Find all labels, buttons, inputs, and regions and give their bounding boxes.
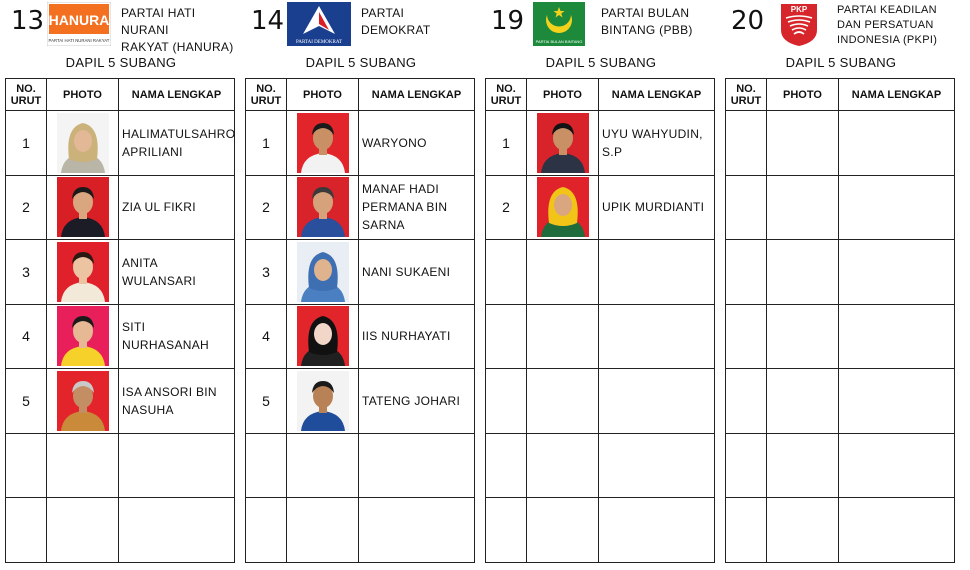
candidate-photo [57, 371, 109, 431]
table-row [486, 498, 715, 563]
candidate-name: ZIA UL FIKRI [119, 175, 235, 240]
candidate-photo [57, 177, 109, 237]
logo-subtext: PARTAI HATI NURANI RAKYAT [48, 38, 110, 43]
logo-text: HANURA [48, 12, 110, 28]
candidate-name [599, 304, 715, 369]
candidate-number [486, 498, 527, 563]
candidate-photo [537, 177, 589, 237]
header-no-urut: NO. URUT [726, 79, 767, 111]
candidate-photo-cell [287, 369, 359, 434]
candidate-name: HALIMATULSAHRO APRILIANI [119, 111, 235, 176]
candidate-photo-cell [767, 240, 839, 305]
party-number: 20 [731, 6, 765, 36]
candidate-photo [297, 177, 349, 237]
candidate-table [245, 78, 475, 563]
party-number: 14 [251, 6, 285, 36]
table-header-row [246, 79, 475, 111]
candidate-number [726, 498, 767, 563]
candidate-name [599, 369, 715, 434]
candidate-photo [57, 242, 109, 302]
party-number: 13 [11, 6, 45, 36]
header-photo: PHOTO [287, 79, 359, 111]
candidate-photo-cell [527, 240, 599, 305]
candidate-number [726, 304, 767, 369]
candidate-photo-cell [767, 369, 839, 434]
party-column [485, 0, 717, 570]
candidate-photo [297, 113, 349, 173]
candidate-photo [297, 306, 349, 366]
table-row [246, 175, 475, 240]
candidate-name: WARYONO [359, 111, 475, 176]
candidate-photo-cell [767, 433, 839, 498]
candidate-photo-cell [47, 498, 119, 563]
candidate-name [119, 433, 235, 498]
party-column [5, 0, 237, 570]
table-row [486, 304, 715, 369]
candidate-photo-cell [527, 369, 599, 434]
candidate-number: 4 [6, 304, 47, 369]
candidate-photo-cell [47, 175, 119, 240]
header-nama-lengkap: NAMA LENGKAP [119, 79, 235, 111]
candidate-name [839, 304, 955, 369]
candidate-name [839, 240, 955, 305]
candidate-number: 2 [246, 175, 287, 240]
party-header [5, 0, 245, 54]
dapil-label: DAPIL 5 SUBANG [65, 55, 177, 70]
candidate-photo-cell [527, 111, 599, 176]
logo-subtext: PARTAI DEMOKRAT [296, 40, 342, 45]
table-row [246, 304, 475, 369]
table-row [246, 498, 475, 563]
candidate-name: TATENG JOHARI [359, 369, 475, 434]
candidate-name [839, 111, 955, 176]
table-row [726, 175, 955, 240]
candidate-name [359, 433, 475, 498]
candidate-photo-cell [767, 304, 839, 369]
candidate-photo-cell [47, 304, 119, 369]
candidate-number [486, 433, 527, 498]
party-name: PARTAI KEADILAN DAN PERSATUAN INDONESIA (PKPI) [837, 4, 938, 46]
table-row [726, 304, 955, 369]
candidate-number: 2 [486, 175, 527, 240]
candidate-name: UPIK MURDIANTI [599, 175, 715, 240]
candidate-name: ANITA WULANSARI [119, 240, 235, 305]
candidate-photo-cell [767, 498, 839, 563]
candidate-photo-cell [287, 433, 359, 498]
candidate-name [119, 498, 235, 563]
candidate-photo-cell [287, 304, 359, 369]
candidate-number [726, 240, 767, 305]
table-row [726, 369, 955, 434]
candidate-number: 5 [246, 369, 287, 434]
dapil-label: DAPIL 5 SUBANG [785, 55, 897, 70]
party-column [245, 0, 477, 570]
header-nama-lengkap: NAMA LENGKAP [839, 79, 955, 111]
party-header [245, 0, 485, 50]
candidate-number: 3 [6, 240, 47, 305]
candidate-table [485, 78, 715, 563]
dapil-label: DAPIL 5 SUBANG [305, 55, 417, 70]
party-header [485, 0, 725, 50]
candidate-number [726, 433, 767, 498]
candidate-number: 1 [246, 111, 287, 176]
candidate-number [486, 240, 527, 305]
candidate-name [599, 498, 715, 563]
table-row [246, 433, 475, 498]
demokrat-logo [287, 2, 351, 46]
table-row [6, 175, 235, 240]
candidate-name [599, 240, 715, 305]
candidate-name [839, 175, 955, 240]
pkpi-logo [767, 2, 831, 46]
header-photo: PHOTO [767, 79, 839, 111]
header-photo: PHOTO [527, 79, 599, 111]
table-row [6, 369, 235, 434]
party-name: PARTAI DEMOKRAT [361, 6, 431, 37]
candidate-photo-cell [527, 304, 599, 369]
table-row [486, 433, 715, 498]
header-no-urut: NO. URUT [246, 79, 287, 111]
table-row [246, 240, 475, 305]
logo-text: PKP [790, 5, 808, 14]
candidate-number [6, 433, 47, 498]
candidate-number [726, 175, 767, 240]
table-row [6, 433, 235, 498]
candidate-photo-cell [767, 111, 839, 176]
candidate-photo-cell [527, 498, 599, 563]
candidate-number: 1 [486, 111, 527, 176]
table-row [6, 240, 235, 305]
candidate-number [486, 369, 527, 434]
candidate-number: 1 [6, 111, 47, 176]
party-header [725, 0, 965, 50]
candidate-photo-cell [287, 498, 359, 563]
logo-subtext: PARTAI BULAN BINTANG [535, 39, 583, 44]
table-row [486, 369, 715, 434]
candidate-photo [297, 371, 349, 431]
candidate-photo-cell [47, 433, 119, 498]
candidate-name [839, 433, 955, 498]
candidate-name: SITI NURHASANAH [119, 304, 235, 369]
candidate-table [725, 78, 955, 563]
candidate-photo-cell [287, 175, 359, 240]
candidate-name [839, 498, 955, 563]
party-number: 19 [491, 6, 525, 36]
table-row [726, 433, 955, 498]
candidate-photo [537, 113, 589, 173]
table-row [6, 111, 235, 176]
hanura-logo [47, 2, 111, 46]
candidate-number [246, 433, 287, 498]
header-nama-lengkap: NAMA LENGKAP [599, 79, 715, 111]
candidate-name [359, 498, 475, 563]
header-no-urut: NO. URUT [6, 79, 47, 111]
table-row [486, 240, 715, 305]
candidate-photo-cell [527, 175, 599, 240]
table-row [246, 111, 475, 176]
header-photo: PHOTO [47, 79, 119, 111]
candidate-number [6, 498, 47, 563]
candidate-name: UYU WAHYUDIN, S.P [599, 111, 715, 176]
candidate-photo-cell [47, 369, 119, 434]
candidate-photo-cell [47, 111, 119, 176]
pbb-crescent-star-logo [527, 2, 591, 46]
candidate-number: 4 [246, 304, 287, 369]
table-row [6, 498, 235, 563]
candidate-name [599, 433, 715, 498]
table-row [486, 175, 715, 240]
candidate-name: NANI SUKAENI [359, 240, 475, 305]
table-row [726, 111, 955, 176]
dapil-label: DAPIL 5 SUBANG [545, 55, 657, 70]
candidate-number: 3 [246, 240, 287, 305]
table-row [246, 369, 475, 434]
party-name: PARTAI HATI NURANI RAKYAT (HANURA) [121, 6, 234, 54]
table-header-row [726, 79, 955, 111]
candidate-name: MANAF HADI PERMANA BIN SARNA [359, 175, 475, 240]
candidate-number: 2 [6, 175, 47, 240]
party-column [725, 0, 957, 570]
header-nama-lengkap: NAMA LENGKAP [359, 79, 475, 111]
candidate-photo [57, 113, 109, 173]
candidate-photo-cell [527, 433, 599, 498]
candidate-number: 5 [6, 369, 47, 434]
party-name: PARTAI BULAN BINTANG (PBB) [601, 6, 693, 37]
table-header-row [6, 79, 235, 111]
header-no-urut: NO. URUT [486, 79, 527, 111]
candidate-name [839, 369, 955, 434]
table-row [486, 111, 715, 176]
table-header-row [486, 79, 715, 111]
candidate-table [5, 78, 235, 563]
candidate-photo [297, 242, 349, 302]
table-row [6, 304, 235, 369]
candidate-number [726, 111, 767, 176]
candidate-number [486, 304, 527, 369]
candidate-number [246, 498, 287, 563]
candidate-number [726, 369, 767, 434]
candidate-name: IIS NURHAYATI [359, 304, 475, 369]
candidate-photo-cell [47, 240, 119, 305]
candidate-photo-cell [767, 175, 839, 240]
candidate-name: ISA ANSORI BIN NASUHA [119, 369, 235, 434]
candidate-photo-cell [287, 240, 359, 305]
table-row [726, 498, 955, 563]
candidate-photo [57, 306, 109, 366]
candidate-photo-cell [287, 111, 359, 176]
table-row [726, 240, 955, 305]
